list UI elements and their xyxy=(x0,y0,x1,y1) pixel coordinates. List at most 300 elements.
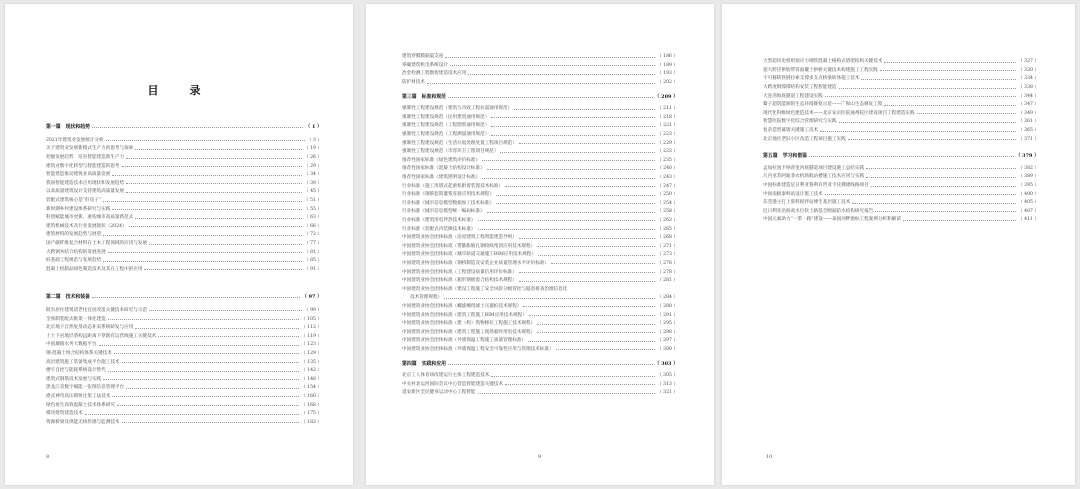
toc-entry-page: （ 379 ） xyxy=(1015,152,1039,159)
toc-entry xyxy=(402,233,678,242)
dot-leader xyxy=(519,143,655,144)
toc-entry-title: 中国建筑业协会团体标准（房屋建筑工程智能建造导则） xyxy=(402,235,517,241)
toc-section-heading xyxy=(402,92,678,101)
toc-entry xyxy=(402,207,678,216)
dot-leader xyxy=(538,255,655,256)
toc-page-left xyxy=(5,4,353,485)
toc-entry-page: （ 168 ） xyxy=(301,402,322,408)
toc-entry-page: （ 300 ） xyxy=(657,346,678,352)
toc-entry xyxy=(402,241,678,250)
dot-leader xyxy=(92,127,303,128)
toc-entry xyxy=(46,340,322,349)
toc-entry-title: 建筑机械技术及行业发展现状（2024） xyxy=(46,223,127,229)
toc-entry xyxy=(46,161,322,170)
toc-list-right xyxy=(763,57,1039,224)
toc-entry-page: （ 371 ） xyxy=(1018,136,1039,142)
toc-entry xyxy=(46,349,322,358)
toc-entry-title: 第三篇 标准和规范 xyxy=(402,94,447,101)
dot-leader xyxy=(825,194,1016,195)
dot-leader xyxy=(861,79,1016,80)
toc-entry-page: （ 81 ） xyxy=(304,249,322,255)
toc-entry-title: 智慧医院数字化综合管理研究与实践 xyxy=(763,119,837,125)
toc-entry xyxy=(46,265,322,274)
toc-entry xyxy=(402,216,678,225)
toc-entry-page: （ 347 ） xyxy=(1018,102,1039,108)
toc-entry-page: （ 321 ） xyxy=(657,390,678,396)
dot-leader xyxy=(875,211,1016,212)
toc-entry-page: （ 273 ） xyxy=(657,252,678,258)
dot-leader xyxy=(537,324,655,325)
dot-leader xyxy=(478,393,656,394)
toc-entry-title: 第一篇 现状和趋势 xyxy=(46,123,91,130)
dot-leader xyxy=(491,126,655,127)
toc-entry xyxy=(46,230,322,239)
toc-entry-page: （ 281 ） xyxy=(657,278,678,284)
toc-entry-page: （ 291 ） xyxy=(657,312,678,318)
toc-entry-page: （ 258 ） xyxy=(657,209,678,215)
toc-entry-page: （ 233 ） xyxy=(657,149,678,155)
toc-entry-page: （ 278 ） xyxy=(657,269,678,275)
toc-entry xyxy=(46,247,322,256)
toc-entry-title: 零碳建筑机电系统设计 xyxy=(402,62,448,68)
dot-leader xyxy=(108,371,299,372)
dot-leader xyxy=(129,226,302,227)
toc-entry-title: 资源桥梁及供能无线传感与监测技术 xyxy=(46,419,120,425)
toc-entry xyxy=(402,147,678,156)
toc-section-heading xyxy=(46,122,322,131)
toc-entry-title: 中国建筑业协会团体标准（外墙保温工程安全可靠性应用与管理技术标准） xyxy=(402,346,554,352)
toc-entry-title: 中关村北运河国际会议中心营造智能建造关键技术 xyxy=(402,381,504,387)
dot-leader xyxy=(505,186,655,187)
toc-entry xyxy=(46,417,322,426)
toc-entry-title: 行业标准《装配式内装修技术标准》 xyxy=(402,226,476,232)
toc-entry xyxy=(402,199,678,208)
toc-entry xyxy=(763,207,1039,216)
toc-entry-page: （ 189 ） xyxy=(657,62,678,68)
dot-leader xyxy=(149,244,302,245)
toc-entry-page: （ 254 ） xyxy=(657,200,678,206)
toc-entry-title: 东莞港主打上胶料搅拌站博生基层施工技术 xyxy=(763,200,851,206)
toc-title: 目 录 xyxy=(147,84,211,97)
toc-entry xyxy=(763,109,1039,118)
toc-entry-title: 不可移转铁链拉索支撑多支点桥梁转体施工技术 xyxy=(763,76,860,82)
toc-entry-title: 建筑材料的发展趋势与展望 xyxy=(46,232,102,238)
toc-entry-title: 中国建筑业协会团体标准（外墙保温工程施工质量管理标准） xyxy=(402,338,527,344)
page-number: 8 xyxy=(46,454,50,460)
toc-entry-title: 大跨钢木结合结构的发展进展 xyxy=(46,249,106,255)
dot-leader xyxy=(112,209,302,210)
dot-leader xyxy=(144,269,302,270)
toc-entry-page: （ 271 ） xyxy=(657,243,678,249)
toc-entry-title: 推荐性国家标准《绿色建筑评价标准》 xyxy=(402,157,481,163)
toc-entry-page: （ 45 ） xyxy=(304,189,322,195)
toc-entry xyxy=(763,134,1039,143)
spacer xyxy=(46,273,322,292)
page-number: 10 xyxy=(766,454,773,460)
dot-leader xyxy=(103,201,302,202)
toc-entry xyxy=(402,78,678,87)
toc-entry-title: 智能建造推动建筑业高质量发展 xyxy=(46,172,111,178)
toc-entry-title: 强制性工程建设规范（生活垃圾处理处置工程项目规范） xyxy=(402,140,517,146)
dot-leader xyxy=(114,353,299,354)
toc-entry-title: 第五篇 学习和借鉴 xyxy=(763,152,808,159)
toc-entry-title: 中国建筑业协会团体标准（钢桥制造及安装企业质量管理水平评价标准） xyxy=(402,260,550,266)
toc-entry-title: 北京工人体育场改建运行主体工程建造技术 xyxy=(402,373,490,379)
toc-entry-title: 北京地下自然复垦动态补采系统研发与应用 xyxy=(46,325,134,331)
toc-entry xyxy=(46,239,322,248)
toc-entry-title: 蜀子超筑能铜的生态环境修复示范——广和山生态修复工程 xyxy=(763,102,883,108)
toc-entry xyxy=(402,130,678,139)
dot-leader xyxy=(117,405,299,406)
dot-leader xyxy=(500,152,655,153)
toc-entry-page: （ 193 ） xyxy=(657,71,678,77)
toc-entry-title: 绿色再生高效混凝土技术体系研究 xyxy=(46,402,115,408)
dot-leader xyxy=(820,131,1016,132)
toc-entry-title: 关于建筑业发展新模式生产力的思考与探索 xyxy=(46,146,134,152)
toc-entry-title: 大连湾海底隧道工程建设实践 xyxy=(763,93,823,99)
dot-leader xyxy=(448,97,653,98)
toc-entry-page: （ 407 ） xyxy=(1018,208,1039,214)
dot-leader xyxy=(848,139,1016,140)
toc-entry xyxy=(46,213,322,222)
dot-leader xyxy=(491,376,655,377)
toc-entry xyxy=(46,179,322,188)
toc-entry-page: （ 349 ） xyxy=(1018,110,1039,116)
toc-entry-page: （ 26 ） xyxy=(304,155,322,161)
toc-entry-title: 行业标准（施工用塔式起重机附着装置技术标准） xyxy=(402,183,504,189)
dot-leader xyxy=(112,396,299,397)
toc-entry xyxy=(402,224,678,233)
toc-entry-title: 行业标准《城市信息模型数据加工技术标准》 xyxy=(402,200,494,206)
toc-entry xyxy=(763,117,1039,126)
toc-entry xyxy=(402,336,678,345)
toc-entry-page: （ 85 ） xyxy=(304,258,322,264)
toc-entry xyxy=(46,306,322,315)
dot-leader xyxy=(108,319,299,320)
toc-entry xyxy=(763,66,1039,75)
dot-leader xyxy=(444,298,655,299)
toc-entry xyxy=(402,121,678,130)
toc-entry xyxy=(763,172,1039,181)
toc-list-middle xyxy=(402,52,678,397)
toc-entry xyxy=(402,267,678,276)
dot-leader xyxy=(866,168,1016,169)
toc-entry-page: （ 268 ） xyxy=(657,235,678,241)
toc-entry xyxy=(402,302,678,311)
toc-entry xyxy=(402,250,678,259)
toc-entry-title: 桩基础工程规范与发展趋势 xyxy=(46,258,102,264)
toc-entry-page: （ 221 ） xyxy=(657,123,678,129)
dot-leader xyxy=(505,384,655,385)
toc-entry-page: （ 344 ） xyxy=(1018,93,1039,99)
toc-entry-page: （ 303 ） xyxy=(654,360,678,367)
dot-leader xyxy=(866,177,1016,178)
dot-leader xyxy=(103,261,302,262)
toc-entry-title: 钢-混凝土组合结构体系关键技术 xyxy=(46,350,112,356)
toc-entry-title: 中国建筑业协会团体标准（螺旋缠绕球土压灌桩技术规程） xyxy=(402,303,522,309)
dot-leader xyxy=(487,212,655,213)
dot-leader xyxy=(556,349,656,350)
dot-leader xyxy=(126,183,302,184)
toc-entry-page: （ 229 ） xyxy=(657,140,678,146)
toc-entry xyxy=(763,74,1039,83)
toc-entry-title: 把握发展趋势 培育智能建造新生产力 xyxy=(46,155,125,161)
toc-entry-title: 中国南极秦岭站设计施工技术 xyxy=(763,191,823,197)
toc-entry-page: （ 334 ） xyxy=(1018,76,1039,82)
toc-page-right xyxy=(722,4,1075,485)
toc-entry-title: 孟加拉国卡纳普里河底隧道项目建设施工总结实践 xyxy=(763,165,865,171)
dot-leader xyxy=(112,175,302,176)
toc-entry-page: （ 3 ） xyxy=(306,137,322,143)
toc-entry-page: （ 97 ） xyxy=(302,293,322,300)
toc-entry-title: 技术管理规程） xyxy=(410,295,443,301)
toc-entry xyxy=(763,181,1039,190)
toc-entry xyxy=(402,310,678,319)
toc-entry-title: 几内亚苏阿迪菲衣机场航站楼施工技术应用与实践 xyxy=(763,174,865,180)
toc-entry-page: （ 135 ） xyxy=(301,359,322,365)
toc-entry-page: （ 186 ） xyxy=(657,54,678,60)
toc-entry-page: （ 39 ） xyxy=(304,180,322,186)
toc-entry xyxy=(46,196,322,205)
dot-leader xyxy=(903,220,1016,221)
dot-leader xyxy=(103,379,299,380)
toc-entry xyxy=(763,100,1039,109)
dot-leader xyxy=(158,336,299,337)
toc-entry xyxy=(402,371,678,380)
dot-leader xyxy=(122,422,300,423)
toc-entry-title: 中国建筑业协会团体标准（带膨胀缩孔钢绞线集团应用技术规程） xyxy=(402,243,536,249)
dot-leader xyxy=(482,178,655,179)
toc-entry-title: 黑龙江省数字赋能一张图信息管理平台 xyxy=(46,385,125,391)
dot-leader xyxy=(523,306,655,307)
toc-entry xyxy=(402,327,678,336)
toc-entry-page: （ 182 ） xyxy=(301,419,322,425)
toc-entry-page: （ 365 ） xyxy=(1018,128,1039,134)
toc-entry-page: （ 250 ） xyxy=(657,192,678,198)
toc-entry-page: （ 297 ） xyxy=(657,338,678,344)
toc-entry-title: 行业标准《钢筋套筒灌浆连接应用技术规程》 xyxy=(402,192,494,198)
toc-entry-page: （ 129 ） xyxy=(301,350,322,356)
dot-leader xyxy=(427,83,655,84)
toc-entry xyxy=(402,319,678,328)
toc-entry-page: （ 160 ） xyxy=(301,393,322,399)
toc-entry-page: （ 77 ） xyxy=(304,241,322,247)
toc-entry-title: 推荐性国家标准《混凝土结构设计标准》 xyxy=(402,166,485,172)
toc-entry xyxy=(46,204,322,213)
toc-entry-title: 尼日利亚沿海高水位软土路基全断面防水结构研究报告 xyxy=(763,208,874,214)
toc-entry-page: （ 175 ） xyxy=(301,411,322,417)
dot-leader xyxy=(482,160,655,161)
toc-entry-page: （ 91 ） xyxy=(304,266,322,272)
toc-entry-page: （ 66 ） xyxy=(304,223,322,229)
toc-entry-title: 强制性工程建设规范（民用建筑通用规范） xyxy=(402,114,490,120)
toc-entry-page: （ 235 ） xyxy=(657,157,678,163)
dot-leader xyxy=(122,362,300,363)
toc-entry-page: （ 142 ） xyxy=(301,368,322,374)
toc-entry xyxy=(46,314,322,323)
toc-entry-page: （ 389 ） xyxy=(1018,174,1039,180)
dot-leader xyxy=(108,252,302,253)
toc-entry xyxy=(46,136,322,145)
toc-list-left xyxy=(46,122,322,426)
toc-entry-title: 延安新区全民健身运动中心工程智能 xyxy=(402,390,476,396)
toc-entry xyxy=(402,259,678,268)
toc-entry-title: 中国建筑业协会团体标准（建筑工程施工BIM应用技术规程） xyxy=(402,312,527,318)
toc-entry xyxy=(402,181,678,190)
dot-leader xyxy=(514,109,655,110)
toc-entry xyxy=(46,409,322,418)
toc-entry-page: （ 19 ） xyxy=(304,146,322,152)
toc-entry xyxy=(402,69,678,78)
toc-entry-page: （ 338 ） xyxy=(1018,85,1039,91)
toc-entry xyxy=(46,400,322,409)
toc-entry-title: 行业标准《建筑用电伴热技术标准》 xyxy=(402,217,476,223)
dot-leader xyxy=(450,65,655,66)
toc-entry xyxy=(402,113,678,122)
dot-leader xyxy=(880,70,1016,71)
toc-entry-page: （ 34 ） xyxy=(304,172,322,178)
toc-section-heading xyxy=(402,359,678,368)
toc-entry xyxy=(763,91,1039,100)
toc-entry-title: 模块建筑建造技术 xyxy=(46,411,83,417)
dot-leader xyxy=(85,414,299,415)
dot-leader xyxy=(103,235,302,236)
dot-leader xyxy=(149,310,302,311)
toc-entry-title: 装配式建筑核心是“好房子” xyxy=(46,198,102,204)
toc-entry xyxy=(402,284,678,293)
toc-entry-title: 土土下岩地层盾构远距离下穿既有运营线施工关键技术 xyxy=(46,333,157,339)
toc-entry-title: 冶金检测工程数智建造技术应用 xyxy=(402,71,467,77)
toc-entry-page: （ 247 ） xyxy=(657,183,678,189)
toc-entry xyxy=(46,331,322,340)
toc-entry xyxy=(402,388,678,397)
toc-entry-title: 现代化科级绿色建造技术——北京安贞医院通州院区建设项目工程建造实践 xyxy=(763,110,915,116)
toc-entry-page: （ 284 ） xyxy=(657,295,678,301)
toc-entry-title: 推荐性国家标准《建筑照明设计标准》 xyxy=(402,175,481,181)
toc-entry-page: （ 305 ） xyxy=(657,373,678,379)
dot-leader xyxy=(884,105,1016,106)
toc-entry xyxy=(46,392,322,401)
toc-entry-page: （ 154 ） xyxy=(301,385,322,391)
toc-entry xyxy=(763,164,1039,173)
toc-entry xyxy=(46,144,322,153)
toc-entry-page: （ 148 ） xyxy=(301,376,322,382)
toc-entry-title: 科创赋能城市更新、重构城市高质量新范式 xyxy=(46,215,134,221)
dot-leader xyxy=(478,220,656,221)
toc-entry-page: （ 29 ） xyxy=(304,163,322,169)
dot-leader xyxy=(519,281,655,282)
toc-entry-page: （ 55 ） xyxy=(304,206,322,212)
toc-entry-page: （ 223 ） xyxy=(657,132,678,138)
toc-entry xyxy=(46,323,322,332)
toc-entry xyxy=(763,57,1039,66)
dot-leader xyxy=(496,203,655,204)
toc-entry-title: 中国建筑业协会团体标准（建（构）筑物移位工程施工技术规程） xyxy=(402,321,536,327)
toc-entry-page: （ 400 ） xyxy=(1018,191,1039,197)
dot-leader xyxy=(122,166,303,167)
dot-leader xyxy=(825,96,1016,97)
toc-entry-page: （ 105 ） xyxy=(301,316,322,322)
toc-entry-title: 建筑式钢筋技术发展与实践 xyxy=(46,376,102,382)
dot-leader xyxy=(135,218,302,219)
dot-leader xyxy=(852,203,1016,204)
spacer xyxy=(763,143,1039,151)
toc-entry-title: 中国建筑业协会团体标准（建设工程施工安全风险分级管控与隐患排查治理信息化 xyxy=(402,286,568,292)
toc-entry-page: （ 99 ） xyxy=(304,307,322,313)
toc-entry-title: 强制性工程建设规范（建筑与市政工程抗震通用规范） xyxy=(402,106,513,112)
toc-entry-page: （ 211 ） xyxy=(657,106,678,112)
dot-leader xyxy=(106,140,305,141)
toc-entry-title: 以高质量建筑设计支持建筑高质量发展 xyxy=(46,189,125,195)
toc-entry-page: （ 240 ） xyxy=(657,166,678,172)
dot-leader xyxy=(496,195,655,196)
toc-entry xyxy=(46,256,322,265)
toc-entry-title: 强制性工程建设规范（工程测量通用规范） xyxy=(402,132,490,138)
toc-entry-title: 中国标准建造尼日利亚鲁利有哲亚卡托佛捷线路项目 xyxy=(763,183,869,189)
toc-entry-title: 中国建筑业协会团体标准（城市轨道交通施工BIM应用技术规程） xyxy=(402,252,536,258)
toc-entry-title: 第二篇 技术和装备 xyxy=(46,293,91,300)
toc-entry-title: 港式神奇高压喷射注浆工法技术 xyxy=(46,393,111,399)
toc-entry-title: 第四篇 实践和应用 xyxy=(402,360,447,367)
dot-leader xyxy=(519,238,655,239)
toc-entry-title: 楼宇自控与能耗系统设计替代 xyxy=(46,368,106,374)
toc-entry-page: （ 411 ） xyxy=(1018,217,1039,223)
toc-entry xyxy=(46,187,322,196)
toc-entry xyxy=(46,153,322,162)
dot-leader xyxy=(135,328,299,329)
toc-entry xyxy=(763,189,1039,198)
dot-leader xyxy=(448,364,653,365)
toc-entry-title: 高层建筑施工装备集成平台施工技术 xyxy=(46,359,120,365)
toc-entry-title: 中国建筑业协会团体标准（工程建设质量信用评价标准） xyxy=(402,269,517,275)
toc-entry-title: 强制性工程建设规范（市容环卫工程项目规范） xyxy=(402,149,499,155)
toc-entry xyxy=(402,138,678,147)
dot-leader xyxy=(839,88,1017,89)
toc-entry-page: （ 202 ） xyxy=(657,80,678,86)
dot-leader xyxy=(519,272,655,273)
dot-leader xyxy=(92,297,300,298)
dot-leader xyxy=(491,117,655,118)
toc-entry-title: 北京地区老旧小区改造工程项目施工实践 xyxy=(763,136,846,142)
dot-leader xyxy=(528,341,655,342)
page-number: 9 xyxy=(538,454,542,460)
toc-entry-page: （ 395 ） xyxy=(1018,183,1039,189)
dot-leader xyxy=(135,149,302,150)
toc-entry-page: （ 382 ） xyxy=(1018,165,1039,171)
dot-leader xyxy=(809,156,1014,157)
toc-entry-page: （ 276 ） xyxy=(657,260,678,266)
dot-leader xyxy=(126,388,299,389)
toc-entry-title: 中国建筑业协会团体标准（建筑工程施工现场临时用电技术规程） xyxy=(402,329,536,335)
toc-entry-title: 大跨度钢撑撑结构安装工程智能建造 xyxy=(763,85,837,91)
toc-entry-title: 中国元素助力“一带一路”建设——泰国河畔源标工程案例分析和解读 xyxy=(763,217,901,223)
toc-entry xyxy=(763,215,1039,224)
toc-entry-page: （ 112 ） xyxy=(301,325,322,331)
dot-leader xyxy=(529,315,655,316)
toc-entry-page: （ 265 ） xyxy=(657,226,678,232)
toc-entry-page: （ 218 ） xyxy=(657,114,678,120)
toc-entry-page: （ 313 ） xyxy=(657,381,678,387)
toc-entry-page: （ 63 ） xyxy=(304,215,322,221)
toc-entry-title: 大型超风电机组预应力钢管混凝土格构式塔架结构关键技术 xyxy=(763,59,883,65)
toc-entry-page: （ 327 ） xyxy=(1018,59,1039,65)
toc-entry-page: （ 361 ） xyxy=(1018,119,1039,125)
toc-entry xyxy=(763,126,1039,135)
dot-leader xyxy=(491,135,655,136)
dot-leader xyxy=(871,186,1016,187)
toc-entry-title: 建筑业数字化转型与智能建造的思考 xyxy=(46,163,120,169)
dot-leader xyxy=(537,246,655,247)
